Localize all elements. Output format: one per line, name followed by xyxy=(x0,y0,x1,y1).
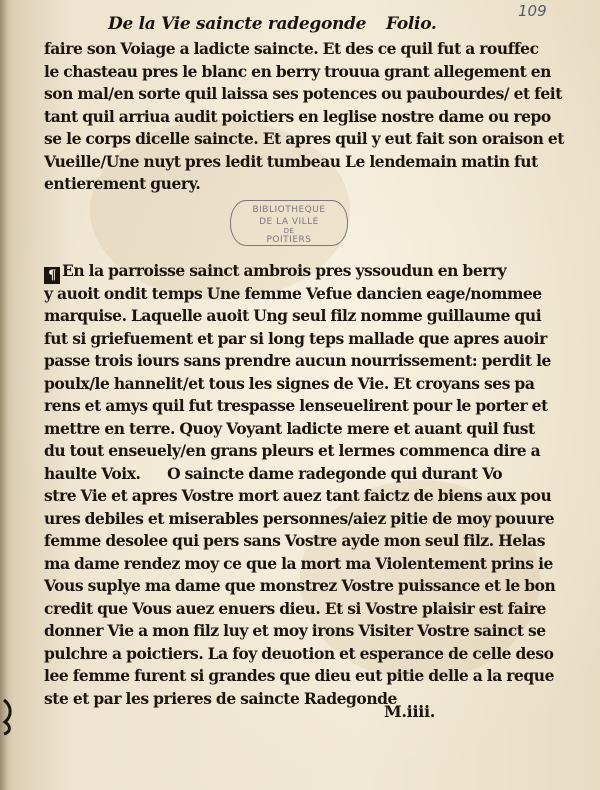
text-line: femme desolee qui pers sans Vostre ayde mon seul filz. Helas xyxy=(44,531,546,550)
text-line: donner Vie a mon filz luy et moy irons Visiter Vostre sainct se xyxy=(44,621,546,640)
text-line: faire son Voiage a ladicte saincte. Et des ce quil fut a rouffec xyxy=(44,39,539,58)
text-line: pulchre a poictiers. La foy deuotion et esperance de celle deso xyxy=(44,643,554,663)
text-line: y auoit ondit temps Une femme Vefue dancien eage/nommee xyxy=(44,283,542,303)
text-line: poulx/le hannelit/et tous les signes de Vie. Et croyans ses pa xyxy=(44,373,535,393)
running-header xyxy=(108,14,438,36)
stamp-line: DE LA VILLE xyxy=(259,217,319,227)
text-line xyxy=(44,260,520,283)
running-title: De la Vie saincte radegonde xyxy=(108,14,367,34)
text-line: Vueille/Une nuyt pres ledit tumbeau Le lendemain matin fut xyxy=(44,151,538,171)
text-line: stre Vie et apres Vostre mort auez tant faictz de biens aux pou xyxy=(44,486,552,505)
text-line: marquise. Laquelle auoit Ung seul filz nomme guillaume qui xyxy=(44,306,542,325)
page-edge-ornament-icon xyxy=(2,696,16,736)
stamp-line: BIBLIOTHEQUE xyxy=(252,205,326,215)
library-stamp xyxy=(230,200,348,246)
stamp-line: POITIERS xyxy=(266,235,312,245)
text-line: du tout enseuely/en grans pleurs et lermes commenca dire a xyxy=(44,441,541,460)
manuscript-number: 109 xyxy=(518,2,547,20)
text-line: lee femme furent si grandes que dieu eut pitie delle a la reque xyxy=(44,666,555,685)
text-line: se le corps dicelle saincte. Et apres quil y eut fait son oraison et xyxy=(44,129,565,148)
text-line: ma dame rendez moy ce que la mort ma Violentement prins ie xyxy=(44,553,553,573)
text-line: le chasteau pres le blanc en berry trouua grant allegement en xyxy=(44,61,551,81)
text-line: Vous suplye ma dame que monstrez Vostre puissance et le bon xyxy=(44,576,556,595)
text-line: credit que Vous auez enuers dieu. Et si Vostre plaisir est faire xyxy=(44,598,546,618)
text-line: entierement guery. xyxy=(44,174,201,193)
paragraph-2 xyxy=(44,260,556,710)
text-line: fut si griefuement et par si long teps mallade que apres auoir xyxy=(44,328,547,348)
text-line: ste et par les prieres de saincte Radegonde xyxy=(44,688,397,708)
text-line: mettre en terre. Quoy Voyant ladicte mere et auant quil fust xyxy=(44,418,535,438)
stamp-line: DE xyxy=(283,227,295,235)
text-line: ures debiles et miserables personnes/aiez pitie de moy pouure xyxy=(44,508,555,528)
text-line: rens et amys quil fut trespasse lenseuelirent pour le porter et xyxy=(44,396,548,415)
text-line: tant quil arriua audit poictiers en leglise nostre dame ou repo xyxy=(44,106,551,126)
text-line: haulte Voix. O saincte dame radegonde qui durant Vo xyxy=(44,463,503,483)
signature-mark: M.iiii. xyxy=(384,702,436,721)
paragraph-1 xyxy=(44,38,565,196)
pilcrow-icon: ¶ xyxy=(44,267,60,284)
text-line-content: En la parroisse sainct ambrois pres yssoudun en berry xyxy=(62,261,507,280)
folio-label: Folio. xyxy=(386,14,437,34)
text-line: son mal/en sorte quil laissa ses potences ou paubourdes/ et feit xyxy=(44,84,562,103)
text-line: passe trois iours sans prendre aucun nourrissement: perdit le xyxy=(44,351,551,370)
